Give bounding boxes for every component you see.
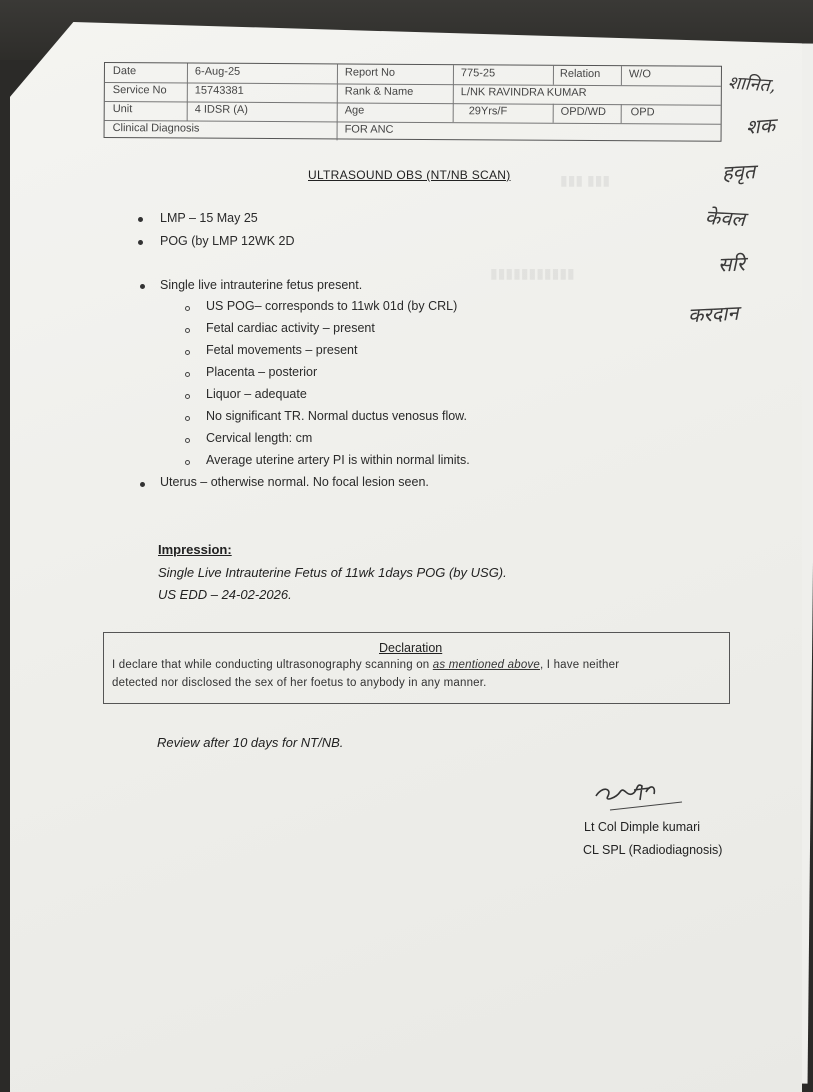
report-no-label: Report No — [344, 66, 396, 79]
bullet-icon — [138, 240, 143, 245]
divider — [621, 104, 622, 123]
impression-heading: Impression: — [158, 542, 232, 557]
date-label: Date — [112, 65, 137, 78]
signature-mark — [590, 772, 700, 812]
date-value: 6-Aug-25 — [194, 65, 241, 78]
service-no-label: Service No — [112, 84, 167, 97]
sub-bullet-icon — [185, 438, 190, 443]
finding-item: Liquor – adequate — [206, 387, 307, 401]
signatory-name: Lt Col Dimple kumari — [584, 820, 701, 834]
handwritten-note: हवृत — [721, 159, 756, 185]
patient-info-table — [104, 62, 722, 142]
sub-bullet-icon — [185, 350, 190, 355]
clinical-diagnosis-value: FOR ANC — [344, 123, 394, 136]
report-title: ULTRASOUND OBS (NT/NB SCAN) — [308, 168, 511, 182]
uterus-text: Uterus – otherwise normal. No focal lesion seen. — [160, 475, 429, 489]
table-row — [105, 120, 721, 143]
rank-name-value: L/NK RAVINDRA KUMAR — [460, 86, 587, 99]
unit-value: 4 IDSR (A) — [194, 103, 248, 116]
bleed-through-text: ▮▮▮▮▮▮▮▮▮▮▮ — [490, 265, 575, 281]
lmp-text: LMP – 15 May 25 — [160, 211, 258, 225]
finding-item: US POG– corresponds to 11wk 01d (by CRL) — [206, 299, 458, 313]
opd-label: OPD/WD — [560, 105, 606, 119]
finding-item: Fetal movements – present — [206, 343, 358, 357]
bullet-icon — [140, 482, 145, 487]
age-label: Age — [344, 104, 365, 117]
impression-line-1: Single Live Intrauterine Fetus of 11wk 1days POG (by USG). — [158, 565, 507, 580]
unit-label: Unit — [112, 103, 133, 116]
finding-item: Placenta – posterior — [206, 365, 318, 379]
declaration-text: I declare that while conducting ultrasonography scanning on — [112, 659, 433, 671]
handwritten-note: सरि — [717, 251, 746, 277]
declaration-heading: Declaration — [379, 641, 443, 655]
age-value: 29Yrs/F — [468, 105, 508, 118]
handwritten-note: करदान — [687, 300, 740, 328]
findings-main: Single live intrauterine fetus present. — [160, 278, 363, 292]
sub-bullet-icon — [185, 460, 190, 465]
relation-label: Relation — [559, 67, 601, 81]
rank-name-label: Rank & Name — [344, 85, 414, 98]
review-note: Review after 10 days for NT/NB. — [157, 735, 344, 750]
sub-bullet-icon — [185, 306, 190, 311]
finding-item: Cervical length: cm — [206, 431, 313, 445]
divider — [621, 66, 622, 85]
sub-bullet-icon — [185, 416, 190, 421]
declaration-text: , I have neither — [539, 659, 620, 671]
finding-item: Fetal cardiac activity – present — [206, 321, 375, 335]
service-no-value: 15743381 — [194, 84, 244, 97]
handwritten-note: शानित, — [727, 72, 777, 97]
finding-item: No significant TR. Normal ductus venosus flow. — [206, 409, 467, 423]
declaration-line-2: detected nor disclosed the sex of her foetus to anybody in any manner. — [112, 677, 487, 689]
pog-text: POG (by LMP 12WK 2D — [160, 234, 295, 248]
divider — [553, 104, 554, 123]
opd-value: OPD — [630, 106, 655, 119]
sub-bullet-icon — [185, 372, 190, 377]
sub-bullet-icon — [185, 394, 190, 399]
bullet-icon — [138, 217, 143, 222]
clinical-diagnosis-label: Clinical Diagnosis — [112, 122, 200, 135]
declaration-box — [103, 632, 730, 704]
impression-line-2: US EDD – 24-02-2026. — [158, 587, 292, 602]
sub-bullet-icon — [185, 328, 190, 333]
declaration-line-1 — [112, 659, 619, 671]
paper-sheet — [10, 22, 802, 1092]
handwritten-note: शक — [745, 113, 776, 139]
signatory-designation: CL SPL (Radiodiagnosis) — [583, 843, 723, 857]
bullet-icon — [140, 284, 145, 289]
report-no-value: 775-25 — [460, 67, 496, 80]
divider — [553, 66, 554, 85]
handwritten-note: केवल — [704, 204, 746, 232]
relation-value: W/O — [628, 68, 651, 81]
bleed-through-text: ▮▮▮ ▮▮▮ — [560, 172, 611, 188]
finding-item: Average uterine artery PI is within normal limits. — [206, 453, 470, 467]
declaration-emphasis: as mentioned above — [432, 659, 540, 671]
